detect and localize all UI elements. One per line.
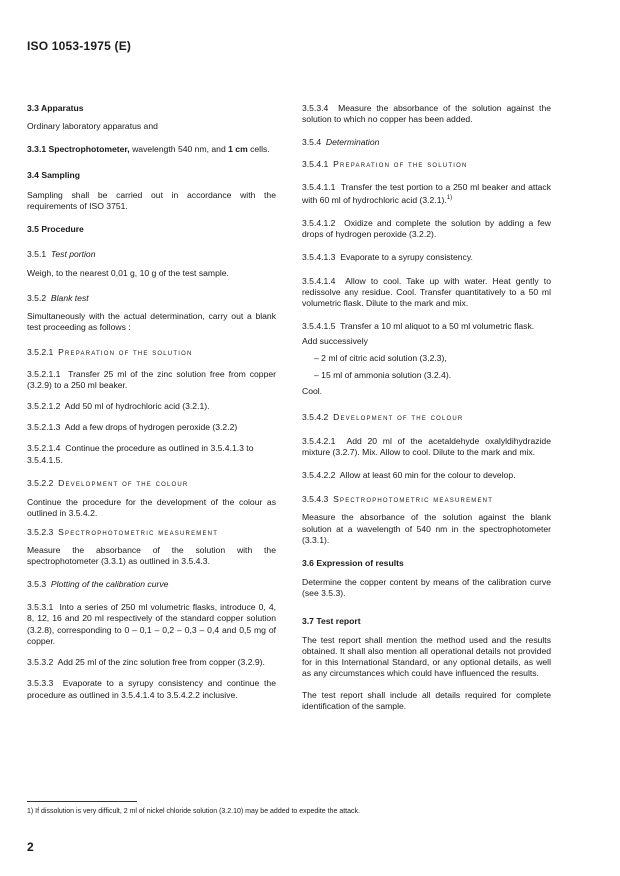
section-3-3-1-text: wavelength 540 nm, and bbox=[132, 144, 226, 155]
section-3-3-text: Ordinary laboratory apparatus and bbox=[27, 121, 158, 132]
section-3-5-4-1-4 bbox=[302, 276, 551, 310]
section-3-5-2-1-4 bbox=[27, 443, 276, 465]
section-3-3-1 bbox=[27, 144, 276, 155]
section-3-5-2-3-title: Spectrophotometric measurement bbox=[58, 527, 219, 538]
section-3-5-4-1-5-text: Transfer a 10 ml aliquot to a 50 ml volumetric flask. bbox=[340, 321, 535, 332]
section-3-5-2-1-title: Preparation of the solution bbox=[58, 347, 193, 358]
section-3-3-1-heading: 3.3.1 Spectrophotometer, bbox=[27, 144, 130, 155]
section-3-6-text: Determine the copper content by means of the calibration curve (see 3.5.3). bbox=[302, 577, 551, 599]
section-3-3-heading: 3.3 Apparatus bbox=[27, 103, 84, 113]
section-3-5-4-1-4-number: 3.5.4.1.4 bbox=[302, 275, 336, 286]
section-3-5-4-2-title: Development of the colour bbox=[333, 412, 464, 423]
section-3-5-4-3-text: Measure the absorbance of the solution against the blank solution at a wavelength of 540 nm in the spectrophotometer (3.3.1). bbox=[302, 512, 551, 545]
section-3-5-2-1-1 bbox=[27, 369, 276, 391]
section-3-5-4-heading bbox=[302, 137, 551, 148]
section-3-5-2-1-2 bbox=[27, 401, 276, 412]
section-3-5-1-title: Test portion bbox=[50, 249, 96, 260]
section-3-5-2-1-1-number: 3.5.2.1.1 bbox=[27, 368, 61, 379]
section-3-5-4-2-2-text: Allow at least 60 min for the colour to develop. bbox=[339, 469, 516, 480]
section-3-5-2-1-heading bbox=[27, 347, 276, 358]
section-3-5-4-1-4-text: Allow to cool. Take up with water. Heat gently to redissolve any residue. Cool. Transfer quantitatively to a 50 ml volumetric flask. Dilute to the mark and mix. bbox=[302, 275, 551, 309]
section-3-5-4-2-1 bbox=[302, 436, 551, 458]
page-number: 2 bbox=[27, 840, 34, 854]
section-3-5-4-1-2-number: 3.5.4.1.2 bbox=[302, 218, 336, 229]
section-3-5-3-4 bbox=[302, 103, 551, 125]
section-3-5-1-number: 3.5.1 bbox=[27, 249, 47, 260]
section-3-5-2-3-text: Measure the absorbance of the solution with the spectrophotometer (3.3.1) as outlined in 3.5.4.3. bbox=[27, 544, 276, 566]
section-3-5-3-3 bbox=[27, 678, 276, 700]
document-header: ISO 1053-1975 (E) bbox=[27, 39, 132, 53]
section-3-5-2-1-3 bbox=[27, 422, 276, 433]
section-3-5-2-number: 3.5.2 bbox=[27, 292, 47, 303]
section-3-5-4-1-3-number: 3.5.4.1.3 bbox=[302, 252, 336, 263]
section-3-5-3-title: Plotting of the calibration curve bbox=[50, 579, 169, 590]
section-3-5-2-text: Simultaneously with the actual determination, carry out a blank test proceeding as follows : bbox=[27, 311, 276, 333]
section-3-5-2-1-3-text: Add a few drops of hydrogen peroxide (3.2.2) bbox=[64, 422, 238, 433]
section-3-5-2-1-1-text: Transfer 25 ml of the zinc solution free from copper (3.2.9) to a 250 ml beaker. bbox=[27, 368, 276, 390]
left-column bbox=[27, 103, 276, 710]
section-3-5-4-number: 3.5.4 bbox=[302, 137, 322, 148]
section-3-5-4-2-2-number: 3.5.4.2.2 bbox=[302, 469, 336, 480]
section-3-5-4-1-1-number: 3.5.4.1.1 bbox=[302, 181, 336, 192]
list-item: – 2 ml of citric acid solution (3.2.3), bbox=[314, 352, 447, 363]
section-3-4-heading: 3.4 Sampling bbox=[27, 169, 81, 180]
section-3-5-2-1-2-number: 3.5.2.1.2 bbox=[27, 401, 61, 412]
section-3-5-4-1-5-number: 3.5.4.1.5 bbox=[302, 321, 336, 332]
section-3-5-4-2-1-text: Add 20 ml of the acetaldehyde oxalyldihydrazide mixture (3.2.7). Mix. Allow to cool. Dilute to the mark and mix. bbox=[302, 435, 551, 457]
section-3-5-3-1-text: Into a series of 250 ml volumetric flasks, introduce 0, 4, 8, 12, 16 and 20 ml respectively of the standard copper solution (3.2.8), corresponding to 0 – 0,1 – 0,2 – 0,3 – 0,4 and 0,5 mg of copper. bbox=[27, 602, 276, 646]
section-3-5-4-2-2 bbox=[302, 470, 551, 481]
section-3-3-1-tail: 1 cm bbox=[228, 144, 248, 155]
section-3-5-4-1-2 bbox=[302, 218, 551, 240]
section-3-5-3-4-text: Measure the absorbance of the solution against the solution to which no copper has been added. bbox=[302, 103, 552, 125]
section-3-5-4-2-heading bbox=[302, 412, 551, 423]
section-3-5-2-heading bbox=[27, 293, 276, 304]
section-3-5-3-number: 3.5.3 bbox=[27, 579, 47, 590]
section-3-5-4-1-1-text: Transfer the test portion to a 250 ml beaker and attack with 60 ml of hydrochloric acid (3.2.1). bbox=[302, 181, 551, 205]
section-3-5-4-1-heading bbox=[302, 159, 551, 170]
section-3-5-4-3-number: 3.5.4.3 bbox=[302, 494, 329, 505]
section-3-5-4-1-number: 3.5.4.1 bbox=[302, 158, 329, 169]
list-item: – 15 ml of ammonia solution (3.2.4). bbox=[314, 369, 452, 380]
section-3-5-4-3-title: Spectrophotometric measurement bbox=[333, 494, 494, 505]
footnote-divider bbox=[27, 801, 137, 802]
section-3-5-3-4-number: 3.5.3.4 bbox=[302, 103, 329, 113]
section-3-5-4-3-heading bbox=[302, 494, 551, 505]
section-3-5-4-1-3-text: Evaporate to a syrupy consistency. bbox=[340, 252, 473, 263]
section-3-5-2-3-number: 3.5.2.3 bbox=[27, 527, 54, 538]
section-3-5-3-3-text: Evaporate to a syrupy consistency and continue the procedure as outlined in 3.5.4.1.4 to 3.5.4.2.2 inclusive. bbox=[27, 678, 276, 700]
section-3-7-text-2: The test report shall include all details required for complete identification of the sample. bbox=[302, 689, 551, 711]
cool-text: Cool. bbox=[302, 386, 323, 397]
section-3-5-3-2 bbox=[27, 657, 276, 668]
section-3-5-3-1 bbox=[27, 602, 276, 647]
section-3-5-4-1-title: Preparation of the solution bbox=[333, 158, 468, 169]
section-3-5-4-title: Determination bbox=[325, 137, 380, 148]
section-3-5-1-text: Weigh, to the nearest 0,01 g, 10 g of the test sample. bbox=[27, 267, 229, 278]
section-3-5-1-heading bbox=[27, 249, 276, 260]
section-3-5-4-1-2-text: Oxidize and complete the solution by adding a few drops of hydrogen peroxide (3.2.2). bbox=[302, 218, 551, 240]
section-3-4-text: Sampling shall be carried out in accordance with the requirements of ISO 3751. bbox=[27, 189, 276, 212]
section-3-5-2-1-3-number: 3.5.2.1.3 bbox=[27, 422, 61, 433]
footnote: 1) If dissolution is very difficult, 2 ml of nickel chloride solution (3.2.10) may be added to expedite the attack. bbox=[27, 808, 360, 815]
section-3-5-4-2-1-number: 3.5.4.2.1 bbox=[302, 435, 336, 446]
section-3-5-3-heading bbox=[27, 579, 276, 590]
section-3-5-2-2-text: Continue the procedure for the development of the colour as outlined in 3.5.4.2. bbox=[27, 497, 276, 519]
section-3-6-heading: 3.6 Expression of results bbox=[302, 557, 404, 568]
section-3-5-3-1-number: 3.5.3.1 bbox=[27, 602, 54, 613]
section-3-3-1-tail2: cells. bbox=[250, 144, 270, 155]
section-3-5-3-3-number: 3.5.3.3 bbox=[27, 678, 54, 689]
right-column bbox=[302, 103, 551, 721]
section-3-5-2-1-2-text: Add 50 ml of hydrochloric acid (3.2.1). bbox=[64, 401, 210, 412]
section-3-7-heading: 3.7 Test report bbox=[302, 615, 361, 626]
section-3-5-3-2-number: 3.5.3.2 bbox=[27, 657, 54, 668]
section-3-5-4-1-5 bbox=[302, 321, 551, 332]
add-successively-text: Add successively bbox=[302, 335, 368, 346]
section-3-5-2-1-number: 3.5.2.1 bbox=[27, 347, 54, 358]
section-3-5-4-2-number: 3.5.4.2 bbox=[302, 412, 329, 423]
section-3-5-4-1-1 bbox=[302, 182, 551, 206]
section-3-7-text-1: The test report shall mention the method used and the results obtained. It shall also mention all operational details not provided for in this International Standard, or any optional details, as well as any circumstances which could have influenced the results. bbox=[302, 634, 551, 679]
section-3-5-2-title: Blank test bbox=[50, 292, 89, 303]
section-3-5-2-3-heading bbox=[27, 527, 276, 538]
section-3-5-heading: 3.5 Procedure bbox=[27, 224, 84, 235]
section-3-5-2-1-4-text: Continue the procedure as outlined in 3.5.4.1.3 to 3.5.4.1.5. bbox=[27, 443, 254, 465]
section-3-5-4-1-3 bbox=[302, 252, 551, 263]
section-3-5-2-2-title: Development of the colour bbox=[58, 477, 189, 488]
section-3-5-2-1-4-number: 3.5.2.1.4 bbox=[27, 443, 61, 454]
section-3-5-2-2-number: 3.5.2.2 bbox=[27, 477, 54, 488]
section-3-5-2-2-heading bbox=[27, 478, 276, 489]
section-3-5-3-2-text: Add 25 ml of the zinc solution free from copper (3.2.9). bbox=[57, 657, 265, 668]
footnote-ref: 1) bbox=[446, 195, 453, 202]
